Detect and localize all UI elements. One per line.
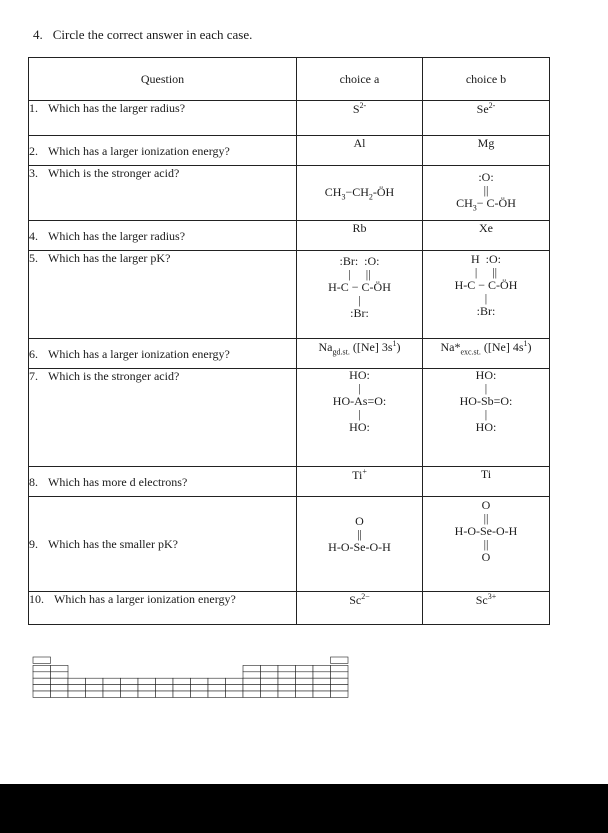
periodic-cell xyxy=(51,685,69,691)
table-row xyxy=(29,369,550,467)
periodic-cell xyxy=(173,685,191,691)
choice-b-cell[interactable]: $Se^{2-}$ xyxy=(423,101,550,136)
periodic-cell xyxy=(331,691,349,697)
choice-a-cell[interactable]: $S^{2-}$ xyxy=(297,101,423,136)
choice-a-cell[interactable]: HO: | HO-As=O: | HO: xyxy=(297,369,423,467)
question-text: Which has a larger ionization energy? xyxy=(54,592,236,606)
choice-a-cell[interactable]: Rb xyxy=(297,221,423,251)
choice-b-cell[interactable]: Mg xyxy=(423,136,550,166)
periodic-cell xyxy=(313,672,331,678)
question-cell xyxy=(29,101,297,136)
instruction xyxy=(33,27,252,43)
question-cell xyxy=(29,166,297,221)
periodic-cell xyxy=(191,685,209,691)
periodic-cell xyxy=(331,672,349,678)
header-choice-a: choice a xyxy=(297,58,423,101)
header-question: Question xyxy=(29,58,297,101)
question-text: Which is the stronger acid? xyxy=(48,166,180,180)
periodic-cell xyxy=(138,691,156,697)
choice-a-cell[interactable]: Al xyxy=(297,136,423,166)
table-row xyxy=(29,467,550,497)
periodic-cell xyxy=(278,678,296,684)
periodic-cell xyxy=(191,678,209,684)
table-row xyxy=(29,221,550,251)
question-number: 3. xyxy=(29,166,38,180)
bottom-bar xyxy=(0,784,608,833)
periodic-cell xyxy=(261,665,279,671)
question-number: 2. xyxy=(29,144,38,158)
choice-a-cell[interactable]: $Na_{gd.st.}$ ([Ne] $3s^1$) xyxy=(297,339,423,369)
periodic-cell xyxy=(173,691,191,697)
periodic-cell xyxy=(86,685,104,691)
question-number: 6. xyxy=(29,347,38,361)
periodic-cell xyxy=(173,678,191,684)
question-cell xyxy=(29,136,297,166)
question-cell xyxy=(29,592,297,625)
question-cell xyxy=(29,339,297,369)
question-number: 7. xyxy=(29,369,38,383)
periodic-cell xyxy=(296,672,314,678)
periodic-cell xyxy=(296,685,314,691)
table-row xyxy=(29,592,550,625)
periodic-cell xyxy=(243,678,261,684)
table-row xyxy=(29,497,550,592)
periodic-cell xyxy=(33,672,51,678)
periodic-cell xyxy=(313,685,331,691)
instruction-number: 4. xyxy=(33,27,43,42)
periodic-cell xyxy=(121,685,139,691)
periodic-cell xyxy=(51,672,69,678)
choice-b-cell[interactable]: Ti xyxy=(423,467,550,497)
table-row xyxy=(29,251,550,339)
periodic-cell xyxy=(226,678,244,684)
question-text: Which has a larger ionization energy? xyxy=(48,144,230,158)
periodic-cell xyxy=(191,691,209,697)
periodic-cell xyxy=(121,678,139,684)
choice-a-formula: H-O-Se-O-H xyxy=(328,540,391,554)
periodic-cell xyxy=(138,678,156,684)
question-cell xyxy=(29,369,297,467)
header-row xyxy=(29,58,550,101)
periodic-cell xyxy=(156,691,174,697)
periodic-cell xyxy=(51,665,69,671)
question-text: Which has the larger radius? xyxy=(48,229,186,243)
periodic-cell xyxy=(51,691,69,697)
table-row xyxy=(29,136,550,166)
periodic-cell xyxy=(296,678,314,684)
choice-b-formula: H-O-Se-O-H xyxy=(454,524,518,538)
choice-a-cell[interactable]: Ti+ xyxy=(297,467,423,497)
periodic-table-thumbnail xyxy=(32,656,350,702)
choice-b-cell[interactable]: HO: | HO-Sb=O: | HO: xyxy=(423,369,550,467)
periodic-cell xyxy=(243,691,261,697)
periodic-cell xyxy=(331,657,349,663)
question-cell xyxy=(29,251,297,339)
choice-b-cell[interactable]: $Na*_{exc.st.}$ ([Ne] $4s^1$) xyxy=(423,339,550,369)
choice-b-cell[interactable]: :O: || $CH_3-$ C-ÖH xyxy=(423,166,550,221)
periodic-cell xyxy=(261,691,279,697)
periodic-cell xyxy=(68,678,86,684)
choice-a-cell[interactable]: $CH_3-CH_2-ÖH$ xyxy=(297,166,423,221)
periodic-cell xyxy=(86,691,104,697)
periodic-cell xyxy=(296,665,314,671)
choice-a-cell[interactable]: :Br: :O: | || H-C − C-ÖH | :Br: xyxy=(297,251,423,339)
question-number: 4. xyxy=(29,229,38,243)
periodic-cell xyxy=(331,678,349,684)
question-number: 9. xyxy=(29,536,38,551)
choice-a-cell[interactable]: O || H-O-Se-O-H xyxy=(297,497,423,592)
periodic-cell xyxy=(103,678,121,684)
question-text: Which has the smaller pK? xyxy=(48,536,178,551)
periodic-cell xyxy=(86,678,104,684)
periodic-cell xyxy=(103,691,121,697)
choice-b-cell[interactable]: H :O: | || H-C − C-ÖH | :Br: xyxy=(423,251,550,339)
question-text: Which has the larger radius? xyxy=(48,101,186,115)
periodic-cell xyxy=(243,672,261,678)
question-cell xyxy=(29,497,297,592)
periodic-cell xyxy=(296,691,314,697)
periodic-cell xyxy=(208,691,226,697)
periodic-cell xyxy=(278,672,296,678)
choice-b-cell[interactable]: Xe xyxy=(423,221,550,251)
periodic-cell xyxy=(121,691,139,697)
choice-b-cell[interactable]: O || H-O-Se-O-H || O xyxy=(423,497,550,592)
periodic-cell xyxy=(33,665,51,671)
periodic-cell xyxy=(278,685,296,691)
choice-a-cell[interactable]: $Sc^{2-}$ xyxy=(297,592,423,625)
periodic-cell xyxy=(156,678,174,684)
periodic-cell xyxy=(226,685,244,691)
choice-b-cell[interactable]: $Sc^{3+}$ xyxy=(423,592,550,625)
instruction-text: Circle the correct answer in each case. xyxy=(52,27,253,42)
periodic-cell xyxy=(33,657,51,663)
question-number: 8. xyxy=(29,475,38,489)
table-row xyxy=(29,339,550,369)
question-table xyxy=(28,57,550,625)
periodic-cell xyxy=(278,665,296,671)
periodic-cell xyxy=(261,685,279,691)
header-choice-b: choice b xyxy=(423,58,550,101)
periodic-cell xyxy=(278,691,296,697)
question-cell xyxy=(29,467,297,497)
periodic-cell xyxy=(261,678,279,684)
periodic-cell xyxy=(243,685,261,691)
periodic-cell xyxy=(208,685,226,691)
question-number: 1. xyxy=(29,101,38,115)
table-row xyxy=(29,101,550,136)
question-text: Which has a larger ionization energy? xyxy=(48,347,230,361)
periodic-cell xyxy=(33,685,51,691)
periodic-cell xyxy=(156,685,174,691)
periodic-cell xyxy=(33,691,51,697)
periodic-cell xyxy=(331,685,349,691)
question-cell xyxy=(29,221,297,251)
periodic-cell xyxy=(138,685,156,691)
question-text: Which is the stronger acid? xyxy=(48,369,180,383)
periodic-cell xyxy=(261,672,279,678)
periodic-cell xyxy=(68,691,86,697)
question-number: 10. xyxy=(29,592,44,606)
periodic-cell xyxy=(313,678,331,684)
periodic-cell xyxy=(243,665,261,671)
table-row xyxy=(29,166,550,221)
question-text: Which has more d electrons? xyxy=(48,475,188,489)
periodic-cell xyxy=(208,678,226,684)
question-text: Which has the larger pK? xyxy=(48,251,171,265)
periodic-cell xyxy=(51,678,69,684)
periodic-cell xyxy=(313,691,331,697)
question-number: 5. xyxy=(29,251,38,265)
periodic-cell xyxy=(331,665,349,671)
periodic-cell xyxy=(226,691,244,697)
periodic-cell xyxy=(33,678,51,684)
periodic-cell xyxy=(103,685,121,691)
periodic-cell xyxy=(68,685,86,691)
periodic-cell xyxy=(313,665,331,671)
